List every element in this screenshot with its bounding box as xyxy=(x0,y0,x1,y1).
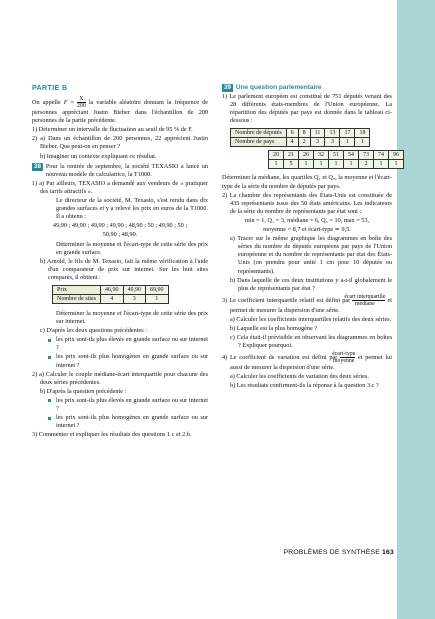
table-cell: 74 xyxy=(374,151,389,160)
fraction-numerator: écart-type xyxy=(332,351,356,358)
bullet-3: les prix sont-ils plus élevés en grande surface ou sur internet ? xyxy=(32,397,208,413)
table-cell: 5 xyxy=(284,160,299,169)
table-cell: 11 xyxy=(310,129,325,138)
table-cell: 1 xyxy=(314,160,329,169)
deputies-table-1 xyxy=(230,128,370,147)
deputies-table-2 xyxy=(268,150,404,169)
intro-var: F xyxy=(63,99,68,107)
table-cell: 1 xyxy=(340,138,355,147)
table-row xyxy=(53,285,169,294)
table-cell: 69,90 xyxy=(146,285,169,294)
exercise-38-1b-task: Déterminer la moyenne et l'écart-type de cette série des prix sur internet. xyxy=(56,309,208,326)
table-cell: 3 xyxy=(310,138,325,147)
q4-fraction xyxy=(332,351,356,365)
table-cell: Nombre de pays xyxy=(231,138,287,147)
exercise-39-q1-task: Déterminer la médiane, les quartiles Q₁ et Q₃, la moyenne et l'écart-type de la série du nombre de députés par pays. xyxy=(222,174,392,190)
table-cell: 54 xyxy=(344,151,359,160)
exercise-38-3: 3) Commenter et expliquer les résultats des questions 1.c et 2.b. xyxy=(32,431,192,439)
table-cell: 1 xyxy=(299,160,314,169)
table-cell: Prix xyxy=(53,285,101,294)
table-cell: 1 xyxy=(146,294,169,303)
exercise-38-2a: 2) a) Calculer le couple médiane-écart interquartile pour chacune des deux séries précédentes. xyxy=(32,370,208,386)
table-cell: 1 xyxy=(329,160,344,169)
exercise-39-q3c: c) Cela était-il prévisible en observant les diagrammes en boîtes ? Expliquer pourquoi. xyxy=(230,334,392,350)
q3-fraction xyxy=(344,293,386,307)
table-cell: 1 xyxy=(374,160,389,169)
table-cell: 1 xyxy=(389,160,404,169)
table-cell: 2 xyxy=(359,160,374,169)
exercise-39-q4 xyxy=(222,351,392,372)
exercise-38-intro: Pour la rentrée de septembre, la société TEXASIO a lancé un nouveau modèle de calculatrice, la T1000. xyxy=(45,162,208,178)
table-cell: 73 xyxy=(359,151,374,160)
fraction-denominator: 200 xyxy=(77,103,86,110)
exercise-39-q3a: a) Calculer les coefficients interquartiles relatifs des deux séries. xyxy=(230,315,392,323)
exercise-39-q1: 1) Le parlement européen est constitué de 751 députés venant des 28 différents états-membres de l'Union européenne. La répartition des députés par pays est donnée dans le tableau ci-dessous : xyxy=(222,93,392,125)
table-cell: 21 xyxy=(284,151,299,160)
page-edge-tab xyxy=(397,0,435,619)
table-cell: 6 xyxy=(286,129,298,138)
table-cell: 1 xyxy=(355,138,370,147)
table-cell: 4 xyxy=(101,294,124,303)
stats-line-1: min = 1, Q₁ = 3, médiane = 6, Q₃ = 10, max = 53, xyxy=(244,216,370,224)
table-cell: 18 xyxy=(355,129,370,138)
exercise-39-q2b: b) Dans laquelle de ces deux institutions y a-t-il globalement le plus de représentants par état ? xyxy=(230,276,392,292)
table-cell: 1 xyxy=(269,160,284,169)
stats-line-2: moyenne = 8,7 et écart-type ≃ 9,5. xyxy=(263,226,351,234)
left-column xyxy=(32,84,208,440)
intro-pre: On appelle xyxy=(32,99,61,107)
intro-paragraph: On appelle F = $\frac{X}{200}$ la variable aléatoire donnant la fréquence de personnes appréciant Justin Bieber dans l'échantillon de 200 personnes de la partie précédente. xyxy=(32,96,209,125)
exercise-39-q2a: a) Tracer sur le même graphique les diagrammes en boîte des séries du nombre de députés européens par pays de l'Union européenne et du nombre de représentants par état des États-Unis (on prendra pour unité 1 cm pour 10 députés ou représentants). xyxy=(230,235,392,275)
table-cell: 32 xyxy=(314,151,329,160)
table-cell: Nombre de sites xyxy=(53,294,101,303)
table-cell: 8 xyxy=(298,129,310,138)
right-column xyxy=(222,84,399,392)
table-cell: 17 xyxy=(340,129,355,138)
bullet-1: les prix sont-ils plus élevés en grande surface ou sur internet ? xyxy=(32,336,208,352)
question-2a: 2) a) Dans un échantillon de 200 personnes, 22 apprécient Justin Bieber. Que peut-on en penser ? xyxy=(32,135,208,151)
prices-line-2: 50,90 ; 48,90. xyxy=(102,231,138,239)
table-cell: 26 xyxy=(299,151,314,160)
table-row xyxy=(231,138,370,147)
exercise-38-2b: b) D'après la question précédente : xyxy=(40,387,127,395)
intro-post: la variable aléatoire donnant la fréquence de personnes appréciant Justin Bieber dans l'échantillon de 200 personnes de la partie précédente. xyxy=(32,99,209,125)
exercise-38-1a-task: Déterminer la moyenne et l'écart-type de cette série des prix en grande surface. xyxy=(56,240,208,256)
exercise-38-header xyxy=(32,163,208,179)
table-row xyxy=(231,129,370,138)
bullet-4: les prix sont-ils plus homogènes en grande surface ou sur internet ? xyxy=(32,414,208,430)
q3-post: et permet de mesurer la dispersion d'une série. xyxy=(230,296,393,314)
table-cell: Nombre de députés xyxy=(231,129,287,138)
table-cell: 96 xyxy=(389,151,404,160)
question-1: 1) Déterminer un intervalle de fluctuation au seuil de 95 % de F. xyxy=(32,126,193,134)
footer-label: PROBLÈMES DE SYNTHÈSE xyxy=(283,549,380,556)
exercise-39-number: 39 xyxy=(224,84,231,91)
page-footer xyxy=(260,549,394,556)
table-cell: 3 xyxy=(325,138,340,147)
exercise-38-1a-cont: Le directeur de la société, M. Texasio, s'est rendu dans dix grandes surfaces et y a relevé les prix en euros de la T1000. Il a obtenu : xyxy=(56,197,208,221)
table-cell: 20 xyxy=(269,151,284,160)
exercise-39-header xyxy=(222,84,392,92)
exercise-38-number: 38 xyxy=(34,162,41,170)
exercise-39-q4b: b) Les résultats confirment-ils la réponse à la question 3.c ? xyxy=(230,382,379,390)
table-cell: 51 xyxy=(329,151,344,160)
q3-pre: 3) Le coefficient interquartile relatif est défini par xyxy=(222,296,351,304)
prices-line-1: 49,90 ; 49,90 ; 49,90 ; 49,90 ; 48,90 ; 50 ; 49,90 ; 50 ; xyxy=(52,222,188,230)
table-row xyxy=(53,294,169,303)
table-cell: 46,90 xyxy=(101,285,124,294)
intro-fraction xyxy=(77,96,86,109)
prices-table xyxy=(52,285,169,304)
q4-post: et permet lui aussi de mesurer la dispersion d'une série. xyxy=(230,354,393,372)
bullet-2: les prix sont-ils plus homogènes en grande surface ou sur internet ? xyxy=(32,353,208,369)
exercise-39-q3b: b) Laquelle est la plus homogène ? xyxy=(230,324,318,332)
exercise-39-q3 xyxy=(222,294,392,315)
question-2b: b) Imaginer un contexte expliquant ce résultat. xyxy=(40,152,157,160)
table-row xyxy=(269,151,404,160)
q4-pre: 4) Le coefficient de variation est défini par xyxy=(222,354,338,362)
exercise-39-q4a: a) Calculer les coefficients de variation des deux séries. xyxy=(230,373,369,381)
fraction-numerator: X xyxy=(77,96,86,103)
table-cell: 13 xyxy=(325,129,340,138)
exercise-38-1b: b) Arnold, le fils de M. Texasio, fait la même vérification à l'aide d'un comparateur de prix sur internet. Sur les huit sites comparés, il obtient : xyxy=(40,257,208,281)
table-cell: 3 xyxy=(123,294,146,303)
fraction-numerator: écart interquartile xyxy=(344,293,386,300)
table-cell: 1 xyxy=(344,160,359,169)
exercise-39-q2: 2) La chambre des représentants des États-Unis est constituée de 435 représentants issus des 50 états américains. Les indicateurs de la série du nombre de représentants par état sont : xyxy=(222,191,392,215)
table-cell: 4 xyxy=(286,138,298,147)
table-cell: 2 xyxy=(298,138,310,147)
exercise-39-title: Une question parlementaire xyxy=(235,84,322,91)
table-cell: 49,90 xyxy=(123,285,146,294)
fraction-denominator: médiane xyxy=(355,300,375,307)
page-number: 163 xyxy=(382,549,394,556)
part-title: PARTIE B xyxy=(32,83,68,92)
exercise-38-1a: 1) a) Par ailleurs, TEXASIO a demandé aux vendeurs de « pratiquer des tarifs attractifs ». xyxy=(32,179,208,195)
table-row xyxy=(269,160,404,169)
fraction-denominator: moyenne xyxy=(333,358,355,365)
exercise-38-1c: c) D'après les deux questions précédentes : xyxy=(40,327,147,335)
